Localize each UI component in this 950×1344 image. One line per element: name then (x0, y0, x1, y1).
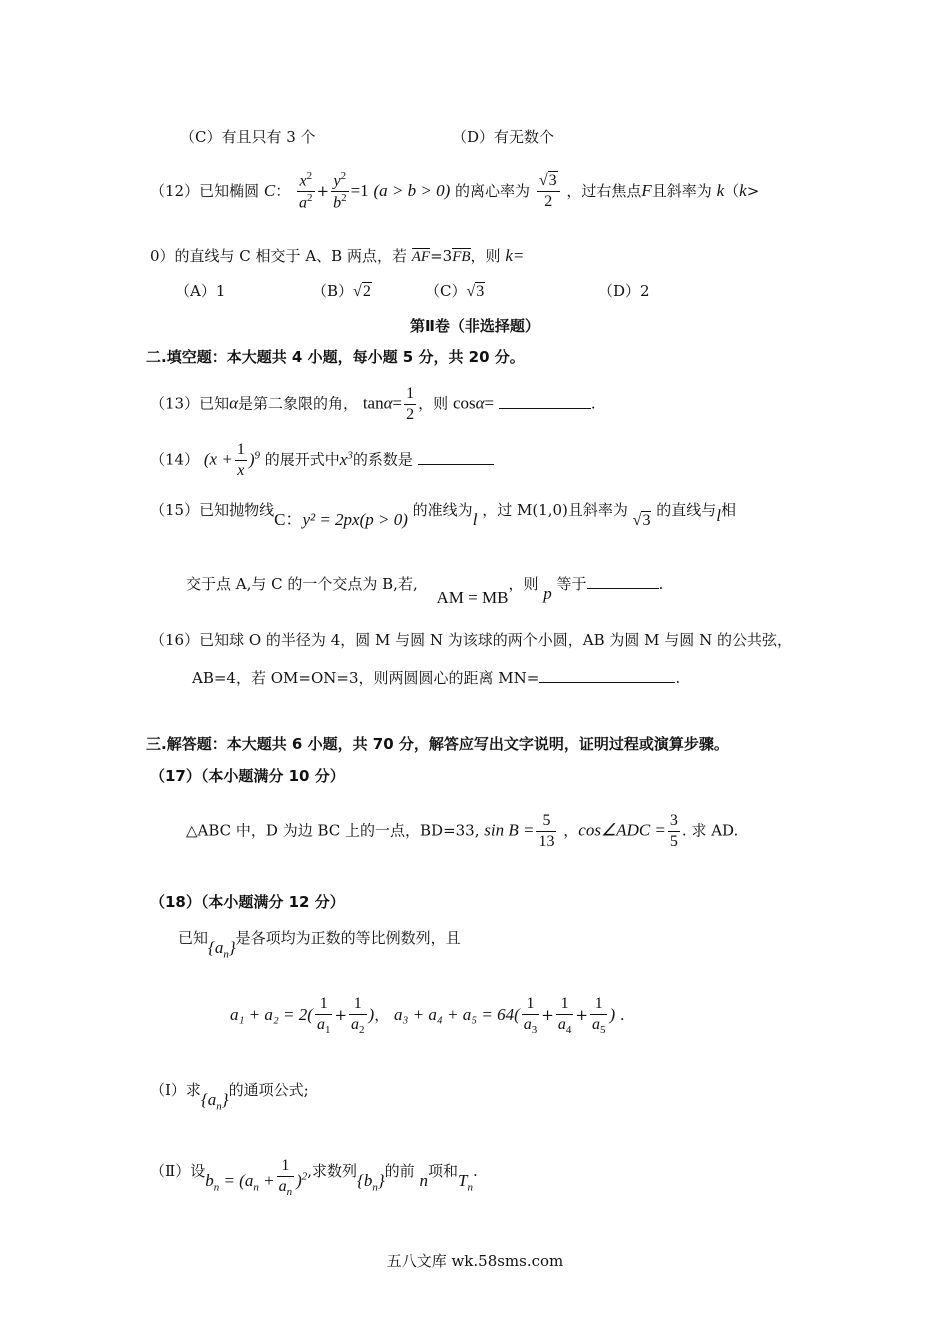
q14-number: （14） (150, 450, 200, 469)
fill-section-header: 二.填空题：本大题共 4 小题，每小题 5 分，共 20 分。 (146, 348, 525, 366)
q12-cond: (a > b > 0) (373, 180, 451, 200)
q18-frac-1-a5: $\frac{1}{a_5}$ (591, 995, 606, 1037)
q15-equation: y² = 2px(p > 0) (302, 510, 408, 529)
q12-k: k (716, 180, 725, 200)
q15-text-1: （15）已知抛物线 (150, 501, 275, 519)
q14-x3: $x^3$ (339, 448, 353, 469)
footer-watermark: 五八文库 wk.58sms.com (386, 1252, 564, 1270)
q18-eq1-left: a₁ + a₂ = 2( (230, 1004, 313, 1024)
q14-line: （14） (x + $\frac{1}{x}$ )$^9$ 的展开式中$x^3$的系数是 (150, 440, 494, 481)
q13-eq: = (392, 393, 403, 413)
q17-comma: ， (563, 821, 579, 840)
q17-line (186, 811, 738, 852)
q12-frac-x2a2: $\frac{x^2}{a^2}$ (299, 170, 313, 212)
q12-text-1: 的离心率为 (455, 181, 531, 200)
q17-title: （17）（本小题满分 10 分） (150, 767, 345, 785)
q13-tan: tan (362, 393, 384, 413)
q13-eq2: = (484, 393, 495, 413)
q13-text-1: （13）已知 (150, 394, 230, 413)
q15-text-5: 相 (720, 501, 736, 519)
q12-text-2: ，过右焦点 (566, 181, 642, 200)
q14-answer-blank[interactable] (418, 450, 494, 465)
q15-line-2 (186, 574, 664, 607)
q12-frac-y2b2: $\frac{y^2}{b^2}$ (333, 170, 347, 212)
q12-vector-af: AF (411, 249, 431, 265)
q12-text-6: 0）的直线与 C 相交于 A、B 两点，若 (150, 247, 407, 265)
q12-option-b: （B）√2 (312, 282, 371, 300)
q18-part2-text-2: ,求数列 (307, 1161, 358, 1180)
q14-text-1: 的展开式中 (264, 450, 340, 469)
q17-frac-5-13: $\frac{5}{13}$ (538, 812, 555, 850)
q12-k-equals: k= (505, 246, 525, 265)
q12-colon: ： (275, 181, 291, 200)
q12-option-d: （D）2 (598, 282, 650, 300)
q12-frac-sqrt3-2: $\frac{√3}{2}$ (537, 171, 560, 212)
q15-sqrt3: √3 (632, 512, 651, 529)
q18-part1-text-2: 的通项公式; (228, 1081, 309, 1099)
q12-k2: k (739, 180, 747, 200)
q18-equations: a₁ + a₂ = 2( $\frac{1}{a_1}$ + $\frac{1}{a_2}$ )， a₃ + a₄ + a₅ = 64( $\frac{1}{a_3}$ + $\frac{1}{a_4}$ + $\frac{1}{a_5}$ ) . (230, 995, 625, 1037)
q13-end: . (590, 394, 596, 413)
q14-expr: (x + (203, 449, 233, 469)
q15-text-4: 的直线与 (656, 501, 717, 519)
q12-vector-fb: FB (452, 249, 471, 265)
q12-text-4: （ (724, 181, 740, 200)
q12-f: F (641, 180, 652, 200)
q14-frac-1-x: $\frac{1}{x}$ (236, 441, 245, 479)
q15-l2: l (716, 506, 721, 525)
q13-frac-1-2: $\frac{1}{2}$ (406, 385, 415, 423)
q15-line-1 (150, 500, 736, 529)
q12-number: （12）已知椭圆 (150, 181, 260, 200)
q15-p: p (543, 584, 552, 603)
q13-cos: cos (452, 393, 476, 413)
q18-frac-1-a2: $\frac{1}{a_2}$ (351, 995, 365, 1037)
q18-part-1 (150, 1080, 309, 1113)
q18-title: （18）（本小题满分 12 分） (150, 893, 345, 911)
q12-eq1: =1 (350, 180, 369, 200)
solve-section-header: 三.解答题：本大题共 6 小题，共 70 分，解答应写出文字说明，证明过程或演算步骤。 (146, 735, 729, 753)
q18-intro (178, 928, 461, 961)
q16-answer-blank[interactable] (539, 668, 675, 683)
q17-frac-3-5: $\frac{3}{5}$ (669, 812, 678, 850)
q12-text-7: ，则 (470, 247, 501, 265)
q18-frac-1-an: $\frac{1}{a_n}$ (278, 1157, 293, 1199)
q15-c: C： (274, 510, 303, 529)
q18-end: . (472, 1161, 478, 1180)
q15-am-mb: AM = MB (436, 588, 509, 607)
q18-part2-text-1: （Ⅱ）设 (150, 1161, 206, 1180)
q17-text-1: △ABC 中，D 为边 BC 上的一点，BD=33, (186, 821, 480, 840)
q18-part2-text-4: 项和 (427, 1161, 458, 1180)
q18-bn-def: $b_n = (a_n$ + (205, 1170, 275, 1194)
q15-text-2: 的准线为 (412, 501, 473, 519)
q11-option-d: （D）有无数个 (452, 128, 555, 146)
q15-l: l (472, 510, 478, 529)
q18-part-2: （Ⅱ）设$b_n = (a_n$ + $\frac{1}{a_n}$ )$^2$,求数列$\{b_n\}$的前 n项和$T_n$. (150, 1157, 478, 1199)
q13-answer-blank[interactable] (499, 394, 591, 409)
q15-text-8: 等于 (556, 575, 587, 593)
q18-part1-an: $\{a_n\}$ (200, 1090, 229, 1113)
q12-option-c: （C）√3 (425, 282, 485, 300)
q13-line: （13）已知α是第二象限的角， tanα= $\frac{1}{2}$ ，则 cosα= . (150, 385, 596, 423)
q12-option-b-label: （B） (312, 282, 354, 300)
q17-sin-b: sin B = (484, 820, 535, 840)
q16-line-2 (192, 668, 680, 687)
q13-text-3: ，则 (418, 394, 449, 413)
q18-frac-1-a3: $\frac{1}{a_3}$ (523, 995, 538, 1037)
q18-eq2-left: a₃ + a₄ + a₅ = 64( (393, 1004, 520, 1024)
q14-text-2: 的系数是 (352, 450, 413, 469)
q11-option-c: （C）有且只有 3 个 (180, 128, 316, 146)
q12-text-3: 且斜率为 (651, 181, 712, 200)
q18-text-2: 是各项均为正数的等比例数列，且 (235, 929, 461, 947)
q16-text: AB=4，若 OM=ON=3，则两圆圆心的距离 MN= (192, 669, 540, 687)
q15-answer-blank[interactable] (587, 574, 659, 589)
q16-line-1: （16）已知球 O 的半径为 4，圆 M 与圆 N 为该球的两个小圆，AB 为圆 M 与圆 N 的公共弦， (150, 631, 792, 649)
q18-frac-1-a1: $\frac{1}{a_1}$ (316, 995, 331, 1037)
q15-text-6: 交于点 A,与 C 的一个交点为 B,若, (186, 575, 418, 593)
q12-text-5: > (746, 181, 760, 200)
q18-part1-text-1: （Ⅰ）求 (150, 1081, 201, 1099)
q18-bn-set: $\{b_n\}$ (357, 1170, 385, 1194)
q18-text-1: 已知 (178, 929, 209, 947)
q18-tn: $T_n$ (457, 1170, 473, 1194)
q17-text-2: . 求 AD. (681, 821, 739, 840)
q12-line-1: （12）已知椭圆 C： $\frac{x^2}{a^2}$ + $\frac{y^2}{b^2}$ =1 (a > b > 0) 的离心率为 $\frac{√3}{2}$ ，过右焦点F且斜率为 k（k> (150, 170, 760, 212)
q18-frac-1-a4: $\frac{1}{a_4}$ (557, 995, 572, 1037)
q13-text-2: 是第二象限的角， (238, 394, 359, 413)
q18-an-set: $\{a_n\}$ (208, 938, 236, 961)
q16-end: . (675, 669, 681, 687)
q12-option-a: （A）1 (175, 282, 226, 300)
q15-text-3: ，过 M(1,0)且斜率为 (482, 501, 628, 519)
q18-n: n (419, 1170, 428, 1190)
q15-end: . (658, 575, 664, 593)
q13-alpha: α (229, 393, 239, 413)
q12-c: C (263, 180, 276, 200)
q12-eq3: =3 (430, 247, 453, 265)
part2-title: 第Ⅱ卷（非选择题） (410, 317, 540, 335)
q15-text-7: ，则 (508, 575, 539, 593)
q12-line-2 (150, 246, 524, 266)
q18-part2-text-3: 的前 (384, 1161, 415, 1180)
q12-option-c-label: （C） (425, 282, 467, 300)
q17-cos-adc: cos∠ADC = (578, 820, 666, 840)
